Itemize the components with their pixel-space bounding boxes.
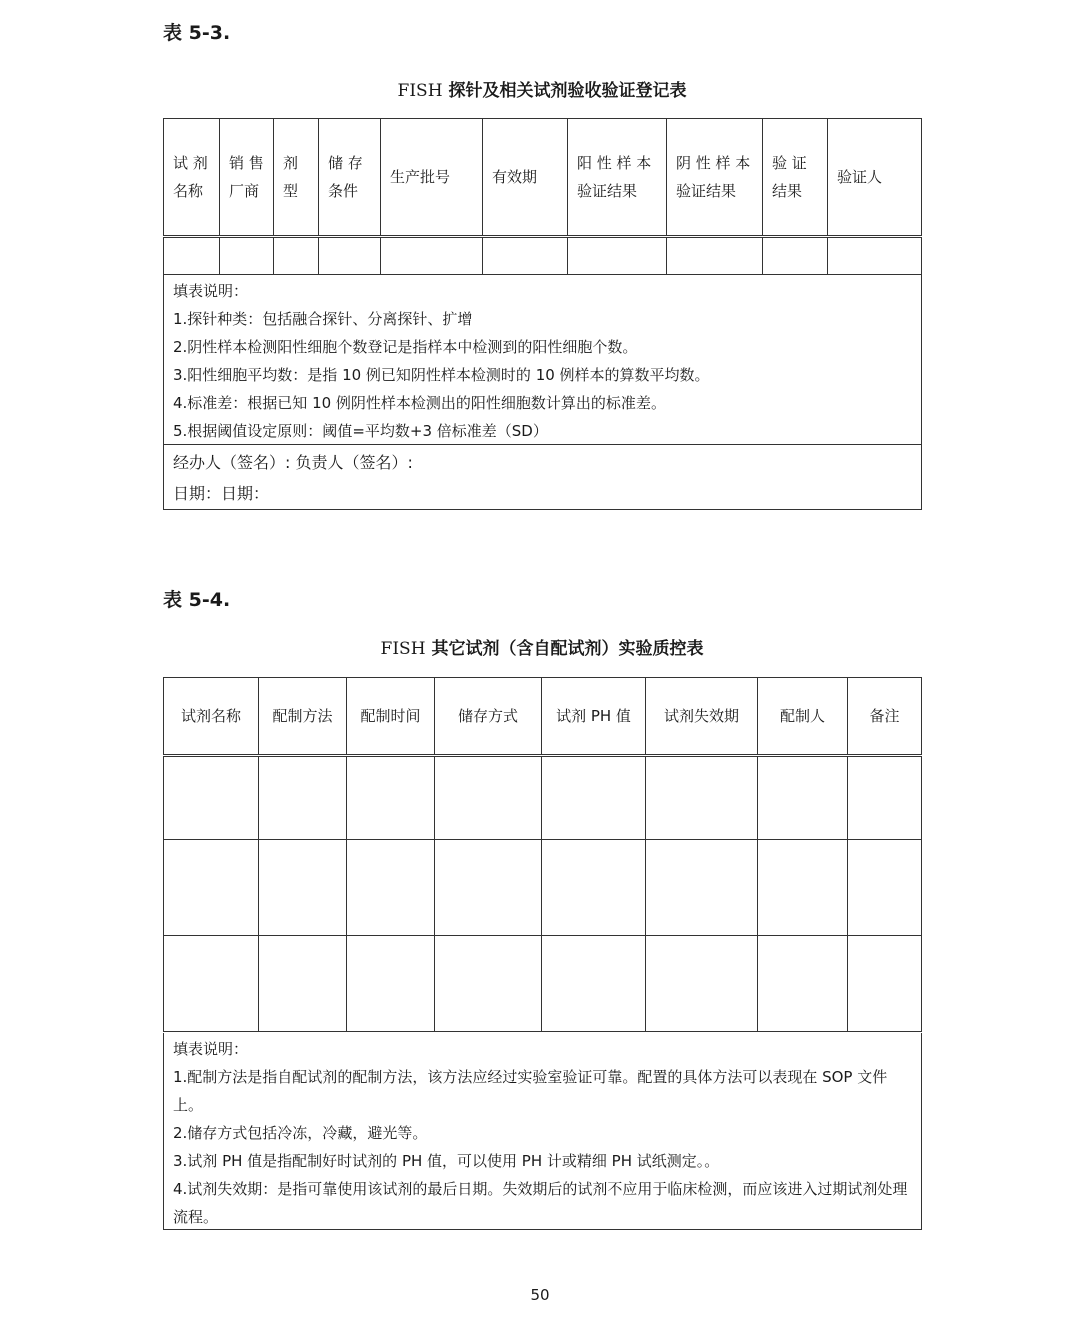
header-batch-number: 生产批号 bbox=[381, 119, 483, 237]
signature-line: 经办人（签名）: 负责人（签名）: bbox=[173, 453, 413, 472]
table-5-3-notes bbox=[163, 275, 922, 445]
title-text: 探针及相关试剂验收验证登记表 bbox=[448, 81, 687, 101]
note-item: 4.标准差：根据已知 10 例阴性样本检测出的阳性细胞数计算出的标准差。 bbox=[173, 394, 666, 412]
table-row bbox=[164, 936, 922, 1032]
header-storage: 储 存 条件 bbox=[319, 119, 381, 237]
signature-block bbox=[163, 444, 922, 510]
header-verification-result: 验 证 结果 bbox=[763, 119, 828, 237]
table-5-4-notes bbox=[163, 1033, 922, 1230]
page-number: 50 bbox=[530, 1286, 550, 1304]
table-row bbox=[164, 237, 922, 275]
reagent-acceptance-table bbox=[163, 118, 922, 275]
header-positive-result: 阳 性 样 本 验证结果 bbox=[568, 119, 667, 237]
table-row bbox=[164, 756, 922, 840]
notes-title: 填表说明： bbox=[173, 1040, 249, 1058]
table-5-4-label: 表 5-4. bbox=[163, 589, 231, 611]
date-line: 日期：日期： bbox=[173, 484, 270, 503]
header-expiry: 有效期 bbox=[483, 119, 568, 237]
header-expiry-date: 试剂失效期 bbox=[646, 678, 758, 756]
table-5-3-label: 表 5-3. bbox=[163, 22, 231, 44]
header-vendor: 销 售 厂商 bbox=[220, 119, 274, 237]
header-negative-result: 阴 性 样 本 验证结果 bbox=[667, 119, 763, 237]
title-prefix: FISH bbox=[380, 639, 426, 659]
header-reagent-name: 试剂名称 bbox=[164, 678, 259, 756]
header-verifier: 验证人 bbox=[828, 119, 922, 237]
header-ph-value: 试剂 PH 值 bbox=[542, 678, 646, 756]
note-item: 5.根据阈值设定原则：阈值=平均数+3 倍标准差（SD） bbox=[173, 422, 548, 440]
header-preparer: 配制人 bbox=[758, 678, 848, 756]
note-item: 4.试剂失效期：是指可靠使用该试剂的最后日期。失效期后的试剂不应用于临床检测，而应该进入过期试剂处理流程。 bbox=[173, 1180, 908, 1226]
notes-title: 填表说明： bbox=[173, 282, 249, 300]
table-5-3-title bbox=[163, 76, 921, 101]
header-remarks: 备注 bbox=[848, 678, 922, 756]
title-prefix: FISH bbox=[397, 81, 443, 101]
note-item: 3.试剂 PH 值是指配制好时试剂的 PH 值，可以使用 PH 计或精细 PH 试纸测定。。 bbox=[173, 1152, 720, 1170]
note-item: 1.探针种类：包括融合探针、分离探针、扩增 bbox=[173, 310, 473, 328]
note-item: 1.配制方法是指自配试剂的配制方法，该方法应经过实验室验证可靠。配置的具体方法可以表现在 SOP 文件上。 bbox=[173, 1068, 888, 1114]
reagent-qc-table bbox=[163, 677, 922, 1032]
header-storage-method: 储存方式 bbox=[435, 678, 542, 756]
header-preparation-time: 配制时间 bbox=[347, 678, 435, 756]
header-reagent-name: 试 剂 名称 bbox=[164, 119, 220, 237]
title-text: 其它试剂（含自配试剂）实验质控表 bbox=[431, 639, 704, 659]
header-preparation-method: 配制方法 bbox=[259, 678, 347, 756]
header-dosage-form: 剂 型 bbox=[274, 119, 319, 237]
note-item: 3.阳性细胞平均数：是指 10 例已知阴性样本检测时的 10 例样本的算数平均数。 bbox=[173, 366, 710, 384]
table-row bbox=[164, 840, 922, 936]
note-item: 2.储存方式包括冷冻，冷藏，避光等。 bbox=[173, 1124, 428, 1142]
note-item: 2.阴性样本检测阳性细胞个数登记是指样本中检测到的阳性细胞个数。 bbox=[173, 338, 638, 356]
table-5-4-title bbox=[163, 634, 921, 659]
